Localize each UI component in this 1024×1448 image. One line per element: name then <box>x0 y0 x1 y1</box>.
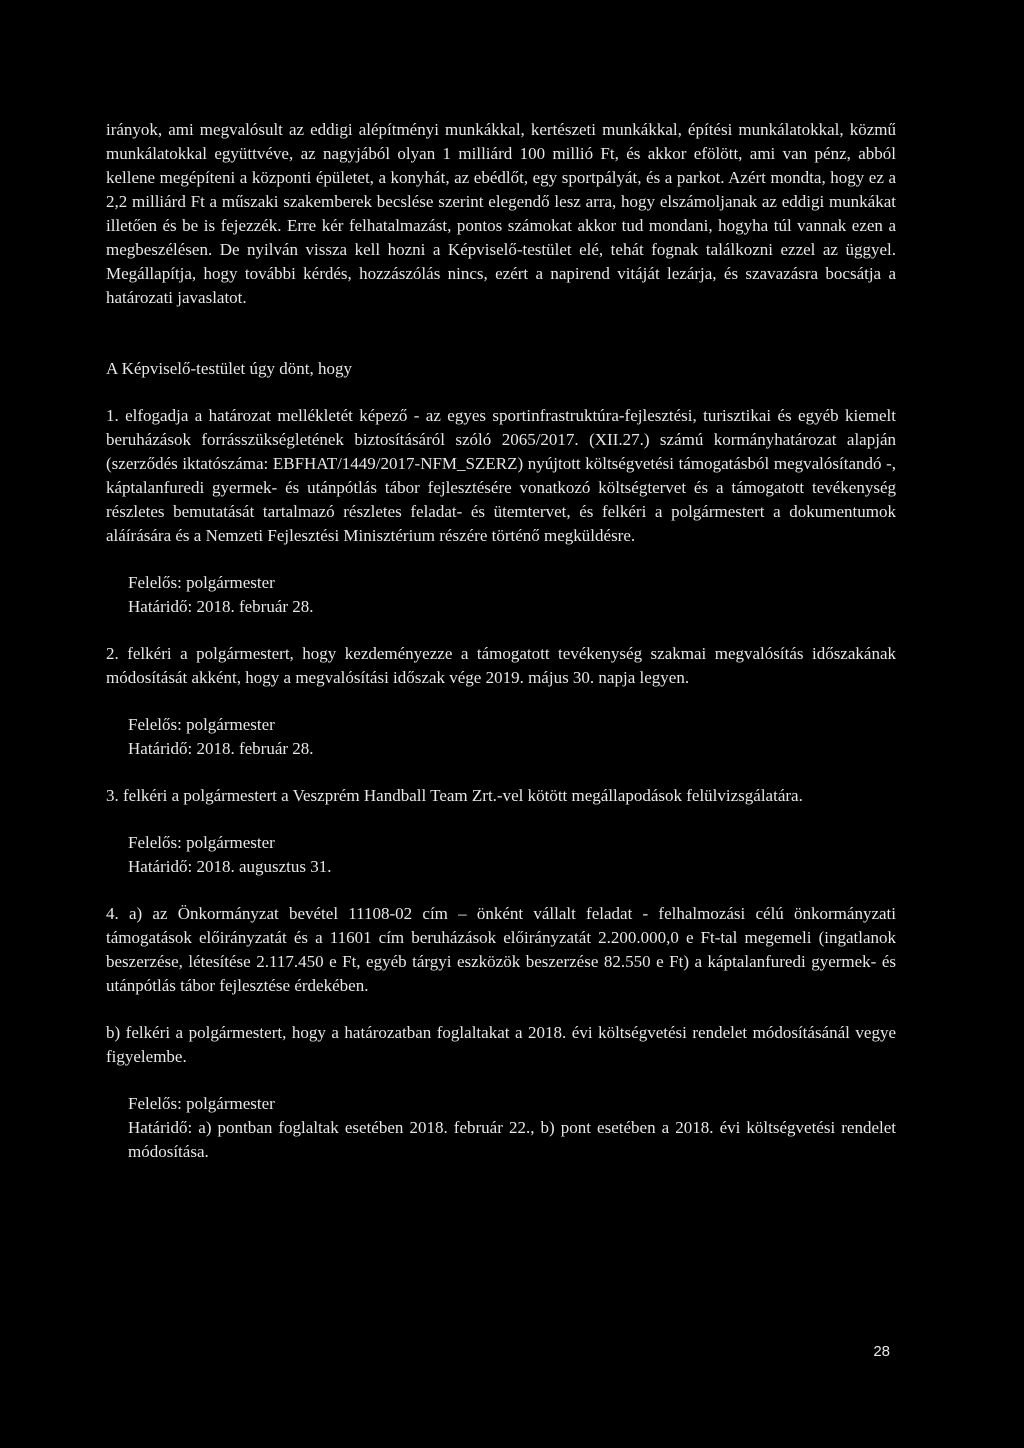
decision-item-4a: 4. a) az Önkormányzat bevétel 11108-02 cím – önként vállalt feladat - felhalmozási célú önkormányzati támogatások előirányzatát és a 11601 cím beruházások előirányzatát 2.200.000,0 e Ft-tal megemeli (ingatlanok beszerzése, létesítése 2.117.450 e Ft, egyéb tárgyi eszközök beszerzése 82.550 e Ft) a káptalanfuredi gyermek- és utánpótlás tábor fejlesztése érdekében. <box>106 904 896 995</box>
decision-item-1: 1. elfogadja a határozat mellékletét képező - az egyes sportinfrastruktúra-fejlesztési, turisztikai és egyéb kiemelt beruházások forrásszükségletének biztosításáról szóló 2065/2017. (XII.27.) számú kormányhatározat alapján (szerződés iktatószáma: EBFHAT/1449/2017-NFM_SZERZ) nyújtott költségvetési támogatásból megvalósítandó -, káptalanfuredi gyermek- és utánpótlás tábor fejlesztésére vonatkozó költségtervet és a támogatott tevékenység részletes bemutatását tartalmazó részletes feladat- és ütemtervet, és felkéri a polgármestert a dokumentumok aláírására és a Nemzeti Fejlesztési Minisztérium részére történő megküldésre. <box>106 406 896 545</box>
deadline-label: Határidő: 2018. augusztus 31. <box>128 857 332 876</box>
intro-paragraph: irányok, ami megvalósult az eddigi alépítményi munkákkal, kertészeti munkákkal, építési munkálatokkal, közmű munkálatokkal együttvéve, az nagyjából olyan 1 milliárd 100 millió Ft, és akkor efölött, ami van pénz, abból kellene megépíteni a központi épületet, a konyhát, az ebédlőt, egy sportpályát, és a parkot. Azért mondta, hogy ez a 2,2 milliárd Ft a műszaki szakemberek becslése szerint elegendő lesz arra, hogy elszámoljanak az eddigi munkákat illetően és be is fejezzék. Erre kér felhatalmazást, pontos számokat akkor tud mondani, hogyha túl vannak ezen a megbeszélésen. De nyilván vissza kell hozni a Képviselő-testület elé, tehát fognak találkozni ezzel az üggyel. Megállapítja, hogy további kérdés, hozzászólás nincs, ezért a napirend vitáját lezárja, és szavazásra bocsátja a határozati javaslatot. <box>106 120 896 307</box>
responsibility-block-1 <box>106 571 896 619</box>
deadline-label: Határidő: a) pontban foglaltak esetében 2018. február 22., b) pont esetében a 2018. évi költségvetési rendelet módosítása. <box>128 1118 896 1161</box>
responsibility-block-2 <box>106 713 896 761</box>
responsible-label: Felelős: polgármester <box>128 833 275 852</box>
page-number: 28 <box>873 1343 890 1360</box>
deadline-label: Határidő: 2018. február 28. <box>128 739 314 758</box>
decision-item-3: 3. felkéri a polgármestert a Veszprém Handball Team Zrt.-vel kötött megállapodások felülvizsgálatára. <box>106 786 803 805</box>
decision-item-2: 2. felkéri a polgármestert, hogy kezdeményezze a támogatott tevékenység szakmai megvalósítás időszakának módosítását akként, hogy a megvalósítási időszak vége 2019. május 30. napja legyen. <box>106 644 896 687</box>
deadline-label: Határidő: 2018. február 28. <box>128 597 314 616</box>
decision-item-4b: b) felkéri a polgármestert, hogy a határozatban foglaltakat a 2018. évi költségvetési rendelet módosításánál vegye figyelembe. <box>106 1023 896 1066</box>
responsible-label: Felelős: polgármester <box>128 715 275 734</box>
decision-lead: A Képviselő-testület úgy dönt, hogy <box>106 359 353 378</box>
responsibility-block-3 <box>106 831 896 879</box>
responsibility-block-4 <box>106 1092 896 1164</box>
responsible-label: Felelős: polgármester <box>128 1094 275 1113</box>
responsible-label: Felelős: polgármester <box>128 573 275 592</box>
document-page <box>106 118 896 1187</box>
